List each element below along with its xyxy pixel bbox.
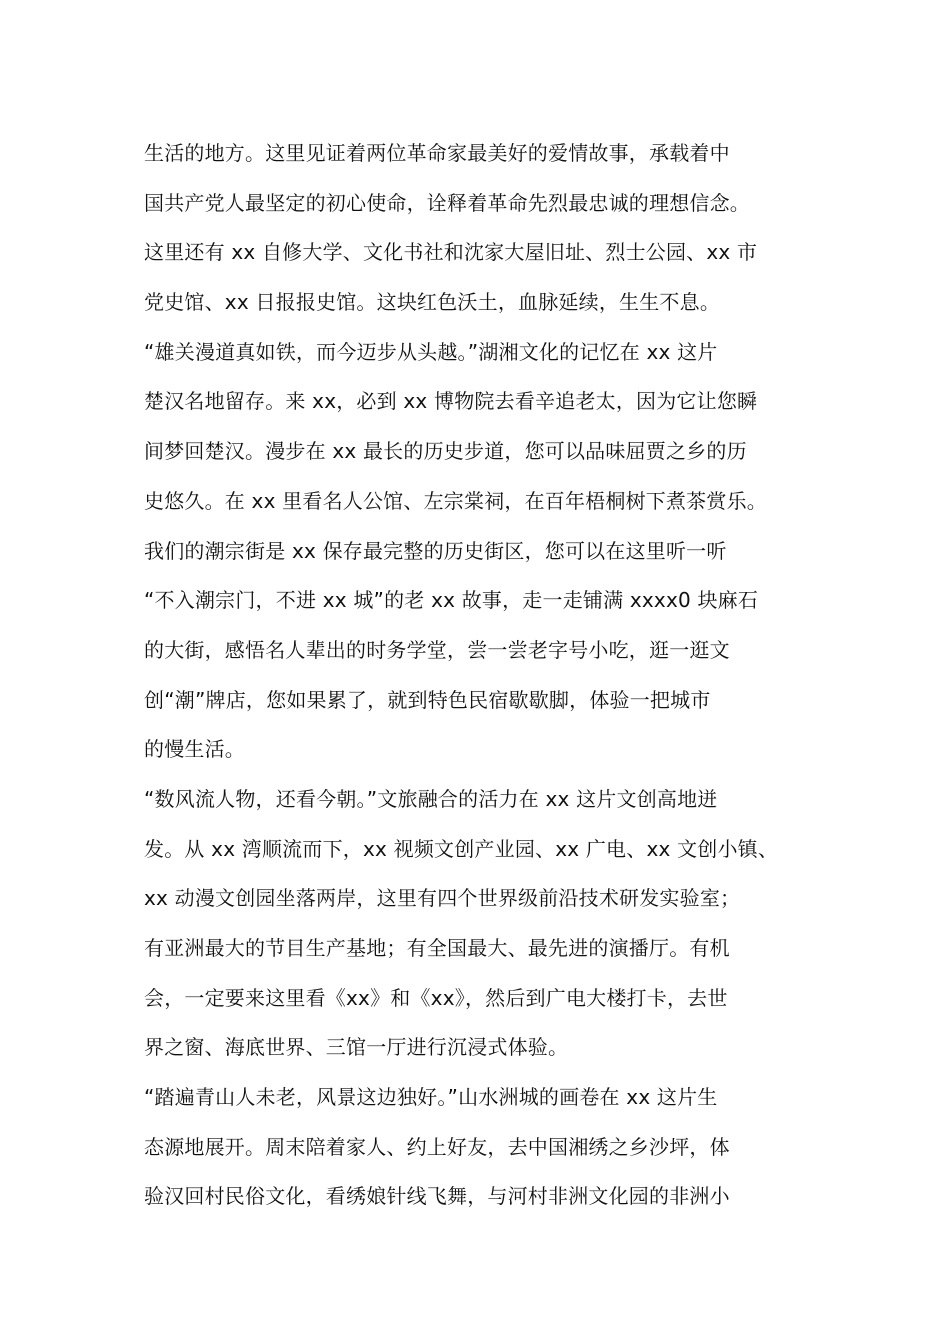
text-line: 楚汉名地留存。来 xx，必到 xx 博物院去看辛追老太，因为它让您瞬 <box>144 389 758 414</box>
text-line: 会，一定要来这里看《xx》和《xx》，然后到广电大楼打卡，去世 <box>144 985 728 1010</box>
text-line: 生活的地方。这里见证着两位革命家最美好的爱情故事，承载着中 <box>144 141 730 165</box>
text-line: 发。从 xx 湾顺流而下，xx 视频文创产业园、xx 广电、xx 文创小镇、 <box>144 836 779 861</box>
text-line: 国共产党人最坚定的初心使命，诠释着革命先烈最忠诚的理想信念。 <box>144 190 750 215</box>
text-line: 党史馆、xx 日报报史馆。这块红色沃土，血脉延续，生生不息。 <box>144 290 721 315</box>
text-line: 验汉回村民俗文化，看绣娘针线飞舞，与河村非洲文化园的非洲小 <box>144 1184 730 1209</box>
text-line: 界之窗、海底世界、三馆一厅进行沉浸式体验。 <box>144 1035 569 1060</box>
text-line: 有亚洲最大的节目生产基地；有全国最大、最先进的演播厅。有机 <box>144 936 730 960</box>
body-text <box>144 129 834 1222</box>
text-line: 创“潮”牌店，您如果累了，就到特色民宿歇歇脚，体验一把城市 <box>144 687 711 712</box>
text-line: “踏遍青山人未老，风景这边独好。”山水洲城的画卷在 xx 这片生 <box>144 1085 718 1110</box>
text-line: 我们的潮宗街是 xx 保存最完整的历史街区，您可以在这里听一听 <box>144 538 727 563</box>
text-line: 间梦回楚汉。漫步在 xx 最长的历史步道，您可以品味屈贾之乡的历 <box>144 439 747 464</box>
text-line: 态源地展开。周末陪着家人、约上好友，去中国湘绣之乡沙坪，体 <box>144 1134 730 1159</box>
text-line: 的大街，感悟名人辈出的时务学堂，尝一尝老字号小吃，逛一逛文 <box>144 637 730 662</box>
text-line: 的慢生活。 <box>144 737 245 762</box>
text-line: 这里还有 xx 自修大学、文化书社和沈家大屋旧址、烈士公园、xx 市 <box>144 240 758 265</box>
text-line: “数风流人物，还看今朝。”文旅融合的活力在 xx 这片文创高地迸 <box>144 786 718 811</box>
text-line: 史悠久。在 xx 里看名人公馆、左宗棠祠，在百年梧桐树下煮茶赏乐。 <box>144 488 767 513</box>
text-line: “不入潮宗门，不进 xx 城”的老 xx 故事，走一走铺满 xxxx0 块麻石 <box>144 588 759 613</box>
text-line: xx 动漫文创园坐落两岸，这里有四个世界级前沿技术研发实验室； <box>144 886 741 911</box>
text-line: “雄关漫道真如铁，而今迈步从头越。”湖湘文化的记忆在 xx 这片 <box>144 339 718 364</box>
